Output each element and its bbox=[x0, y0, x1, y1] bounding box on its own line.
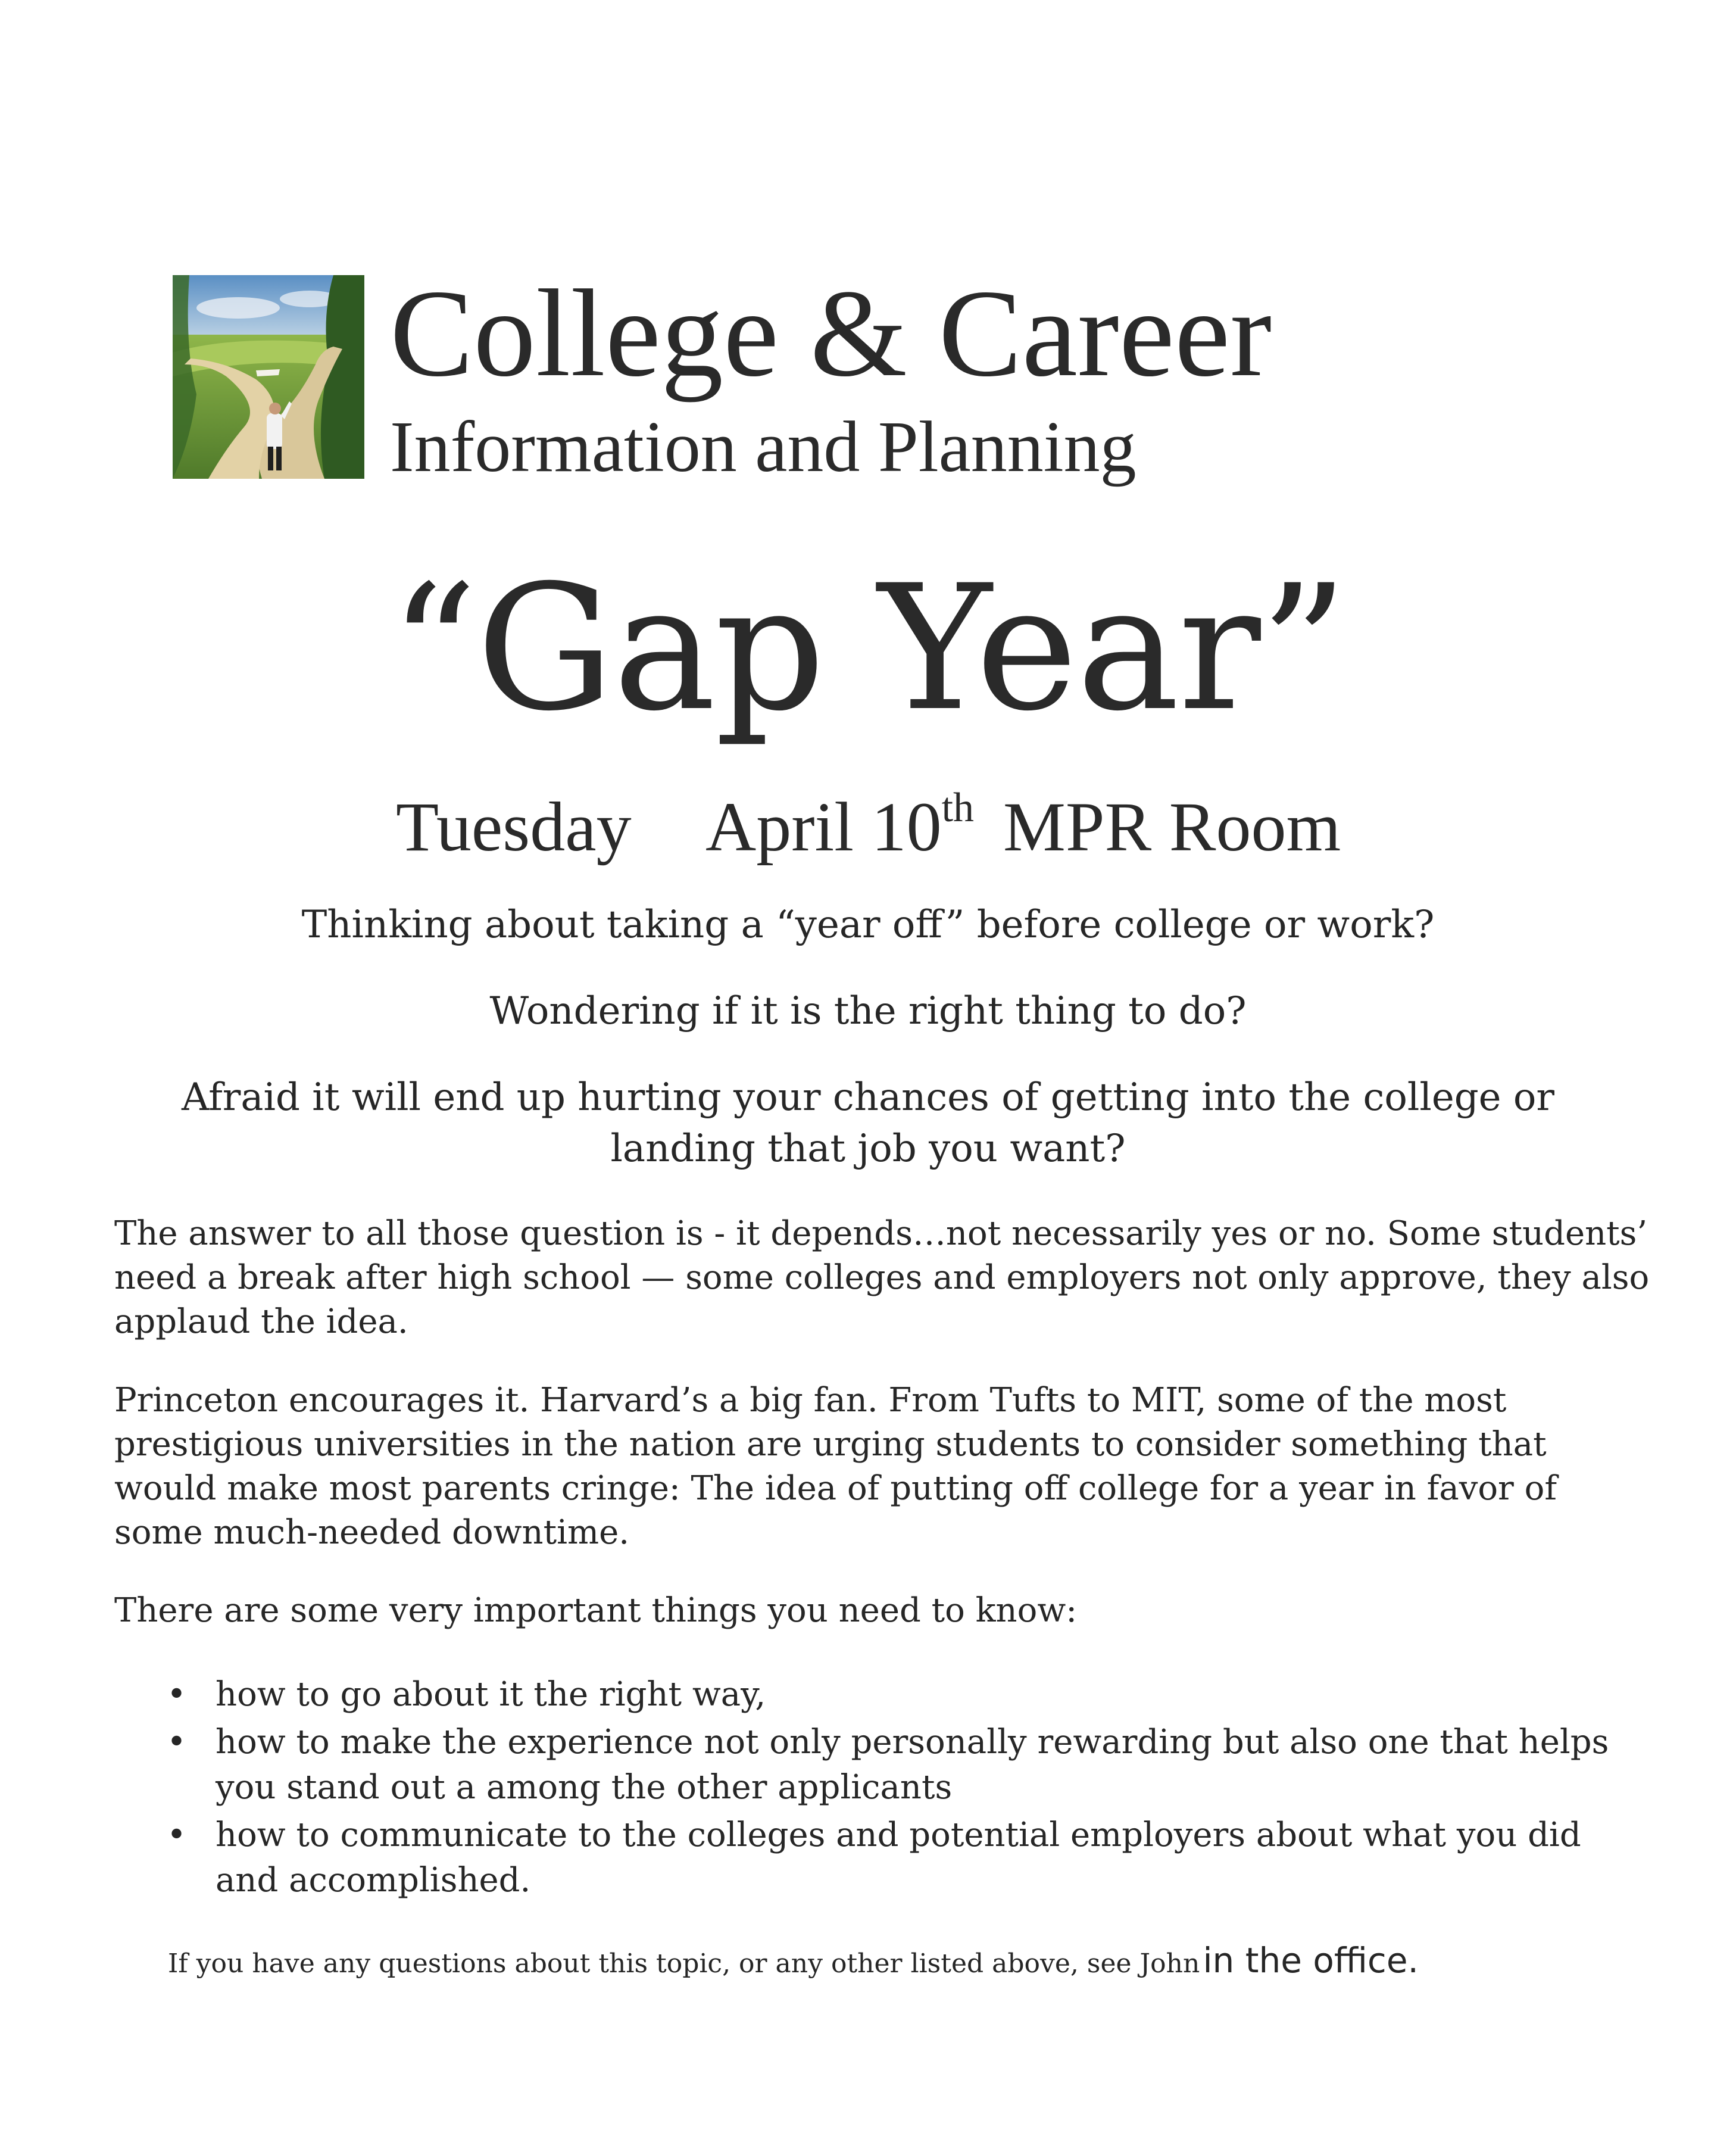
event-day: Tuesday bbox=[396, 788, 632, 866]
question-1: Thinking about taking a “year off” before college or work? bbox=[301, 903, 1435, 947]
list-item bbox=[161, 1720, 1613, 1810]
crossroads-painting-icon bbox=[173, 275, 364, 479]
event-title: “Gap Year” bbox=[389, 548, 1347, 749]
event-date-group bbox=[705, 785, 975, 866]
question-2: Wondering if it is the right thing to do? bbox=[489, 989, 1247, 1033]
page-title: College & Career bbox=[390, 264, 1272, 403]
list-item-text: how to go about it the right way, bbox=[216, 1675, 766, 1714]
list-item-text: how to make the experience not only personally rewarding but also one that helps you stand out a among the other applicants bbox=[216, 1723, 1609, 1807]
paragraph-important: There are some very important things you need to know: bbox=[114, 1591, 1078, 1630]
question-3: Afraid it will end up hurting your chances of getting into the college or landing that job you want? bbox=[181, 1075, 1555, 1171]
event-details bbox=[396, 785, 1360, 875]
list-item bbox=[161, 1672, 1613, 1717]
bullet-icon: • bbox=[167, 1675, 187, 1714]
footer-text: If you have any questions about this topic, or any other listed above, see John bbox=[168, 1948, 1200, 1979]
bullet-icon: • bbox=[167, 1816, 187, 1854]
page-subtitle: Information and Planning bbox=[390, 407, 1136, 487]
paragraph-universities: Princeton encourages it. Harvard’s a big fan. From Tufts to MIT, some of the most prestigious universities in the nation are urging students to consider something that would make most parents cringe: The idea of putting off college for a year in favor of some much-needed downtime. bbox=[114, 1381, 1557, 1552]
event-location: MPR Room bbox=[1003, 788, 1341, 866]
paragraph-answer: The answer to all those question is - it depends…not necessarily yes or no. Some students’ need a break after high school — some colleges and employers not only approve, they also applaud the idea. bbox=[114, 1214, 1650, 1341]
list-item bbox=[161, 1813, 1613, 1903]
footer-text-end: in the office. bbox=[1203, 1940, 1419, 1981]
bullet-list bbox=[161, 1672, 1613, 1906]
event-date-suffix: th bbox=[941, 785, 975, 831]
event-date: April 10 bbox=[705, 788, 942, 866]
list-item-text: how to communicate to the colleges and potential employers about what you did and accomplished. bbox=[216, 1816, 1581, 1900]
bullet-icon: • bbox=[167, 1723, 187, 1761]
footer-note bbox=[168, 1940, 1656, 1981]
